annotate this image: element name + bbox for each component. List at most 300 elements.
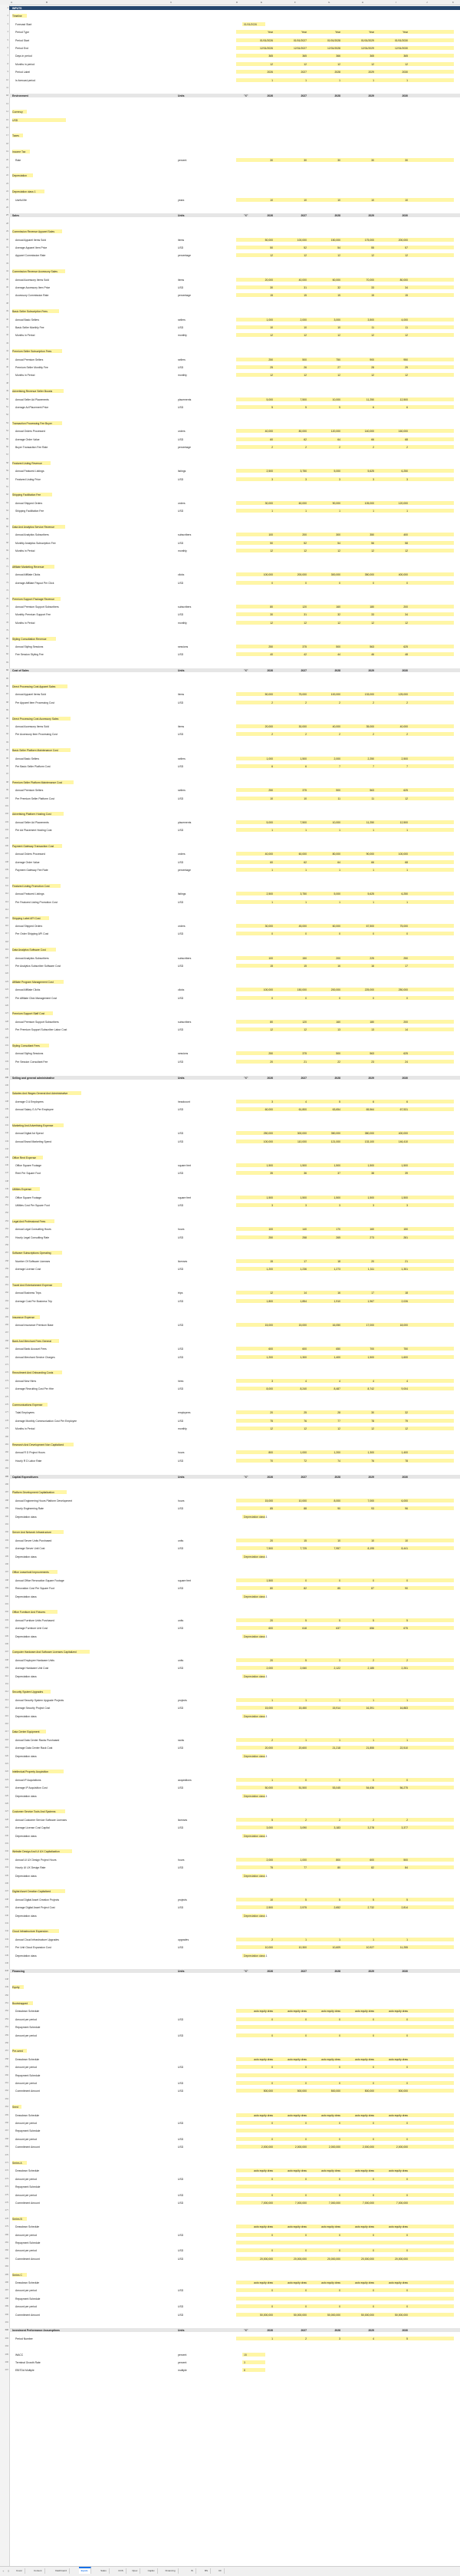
value-cell[interactable]: 75,000 (399, 925, 408, 928)
selector-cell[interactable]: 01/01/2026 (244, 22, 257, 26)
value-cell[interactable]: 21,218 (332, 1746, 340, 1750)
row-label[interactable]: Drawdown Schedule (15, 2113, 40, 2117)
value-cell[interactable]: 0 (271, 2066, 273, 2070)
value-cell[interactable]: 56 (371, 541, 374, 545)
units-cell[interactable]: USD (178, 996, 184, 1000)
value-cell[interactable]: 30,000 (264, 501, 273, 505)
row-number[interactable]: 258 (5, 2057, 8, 2060)
value-cell[interactable]: 0 (373, 2233, 374, 2237)
row-number[interactable]: 41 (6, 326, 8, 328)
value-cell[interactable]: 45,000 (298, 925, 307, 928)
row-number[interactable]: 253 (5, 2017, 8, 2020)
row-number[interactable]: 68 (6, 541, 8, 544)
value-cell[interactable]: 01/01/2029 (361, 38, 374, 42)
row-number[interactable]: 239 (5, 1906, 8, 1909)
value-cell[interactable]: 110,000 (297, 1140, 307, 1143)
units-cell[interactable]: units (178, 1658, 184, 1662)
value-cell[interactable]: 25 (304, 1411, 307, 1415)
row-number[interactable]: 102 (5, 813, 8, 816)
value-cell[interactable]: 22,510 (399, 1746, 408, 1750)
value-cell[interactable]: 01/01/2030 (395, 38, 408, 42)
value-cell[interactable]: 0 (373, 2289, 374, 2293)
units-cell[interactable]: percent (178, 2353, 187, 2357)
value-cell[interactable]: auto equity draw (254, 2169, 273, 2173)
value-cell[interactable]: 1 (271, 1778, 273, 1782)
units-cell[interactable]: USD (178, 2305, 184, 2309)
value-cell[interactable]: 60 (270, 437, 273, 441)
value-cell[interactable]: 2,500 (266, 470, 273, 473)
value-cell[interactable]: 10 (371, 1539, 374, 1542)
value-cell[interactable]: 3,278 (367, 1826, 374, 1830)
value-cell[interactable]: 12 (405, 549, 408, 553)
units-cell[interactable]: hours (178, 1499, 185, 1502)
value-cell[interactable]: 200,000 (398, 238, 408, 242)
value-cell[interactable]: 30,000 (298, 725, 307, 728)
value-cell[interactable]: 0 (406, 932, 408, 936)
value-cell[interactable]: 500,000 (263, 2089, 273, 2093)
row-number[interactable]: 283 (5, 2257, 8, 2260)
value-cell[interactable]: 30,000 (264, 925, 273, 928)
value-cell[interactable]: 14 (304, 1291, 307, 1295)
row-label[interactable]: Repayment Schedule (15, 2297, 41, 2301)
row-label[interactable]: Per Session Consultant Fee (15, 1060, 48, 1064)
value-cell[interactable]: 1 (373, 1738, 374, 1742)
row-label[interactable]: Annual Premium Sellers (15, 789, 44, 793)
row-label[interactable]: Rate (15, 158, 21, 162)
value-cell[interactable]: 01/01/2028 (327, 38, 340, 42)
units-cell[interactable]: square feet (178, 1196, 191, 1199)
value-cell[interactable]: 20 (270, 1618, 273, 1622)
value-cell[interactable]: 0 (305, 1778, 307, 1782)
row-number[interactable]: 276 (5, 2202, 8, 2204)
value-cell[interactable]: 12 (371, 621, 374, 625)
row-label[interactable]: Amount per period (15, 2249, 37, 2253)
value-cell[interactable]: 0 (305, 1578, 307, 1582)
row-label[interactable]: Per Order Shipping API Cost (15, 932, 49, 936)
value-cell[interactable]: 22 (337, 1060, 340, 1064)
row-label[interactable]: Data Analytics Software Cost (12, 948, 46, 952)
row-number[interactable]: 172 (5, 1371, 8, 1374)
row-label[interactable]: Office Furniture And Fixtures (12, 1611, 46, 1615)
column-letter[interactable]: A (11, 0, 13, 4)
row-label[interactable]: USD (12, 118, 18, 122)
value-cell[interactable]: 150,000 (297, 988, 307, 992)
value-cell[interactable]: 15 (270, 1259, 273, 1263)
value-cell[interactable]: 82 (371, 1866, 374, 1870)
value-cell[interactable]: 80 (270, 1587, 273, 1591)
value-cell[interactable]: 200,000 (330, 988, 340, 992)
value-cell[interactable]: 200 (403, 605, 408, 609)
selector-cell[interactable]: "X" (244, 94, 248, 98)
row-label[interactable]: Featured Listing Revenue (12, 461, 42, 465)
units-cell[interactable]: Units (178, 1475, 185, 1479)
value-cell[interactable]: 4 (305, 1379, 307, 1383)
row-number[interactable]: 66 (6, 526, 8, 528)
value-cell[interactable]: 7,000,000 (362, 2202, 374, 2205)
row-number[interactable]: 190 (5, 1515, 8, 1518)
row-number[interactable]: 215 (5, 1714, 8, 1717)
units-cell[interactable]: listings (178, 892, 186, 896)
value-cell[interactable]: 80,000 (332, 853, 340, 856)
column-letter[interactable]: G (328, 0, 330, 4)
row-number[interactable]: 152 (5, 1212, 8, 1215)
units-cell[interactable]: percentage (178, 294, 191, 298)
row-number[interactable]: 198 (5, 1578, 8, 1582)
value-cell[interactable]: 01/01/2027 (294, 38, 307, 42)
row-number[interactable]: 181 (5, 1443, 8, 1446)
row-number[interactable]: 53 (6, 421, 8, 424)
value-cell[interactable]: 375 (302, 789, 307, 793)
value-cell[interactable]: 21 (405, 1259, 408, 1263)
units-cell[interactable]: Units (178, 1076, 185, 1080)
units-cell[interactable]: USD (178, 613, 184, 617)
value-cell[interactable]: 48 (405, 653, 408, 657)
value-cell[interactable]: 2,000 (266, 1858, 273, 1862)
value-cell[interactable]: 2 (271, 1738, 273, 1742)
row-label[interactable]: Financing (12, 1970, 25, 1974)
row-number[interactable]: 67 (6, 533, 8, 536)
row-label[interactable]: EBITDA Multiple (15, 2369, 34, 2373)
row-number[interactable]: 142 (5, 1132, 8, 1135)
row-number[interactable]: 242 (5, 1930, 8, 1933)
value-cell[interactable]: 0 (373, 2177, 374, 2181)
row-label[interactable]: Annual Apparel Items Sold (15, 693, 46, 697)
row-label[interactable]: Per Premium Seller Platform Cost (15, 797, 54, 800)
row-number[interactable]: 277 (5, 2209, 8, 2212)
units-cell[interactable]: placements (178, 820, 192, 824)
selector-cell[interactable]: Depreciation class 1 (244, 1515, 268, 1519)
row-number[interactable]: 90 (6, 717, 8, 720)
row-label[interactable]: Per Apparel Item Processing Cost (15, 701, 54, 704)
units-cell[interactable]: monthly (178, 334, 187, 338)
units-cell[interactable]: USD (178, 510, 184, 513)
value-cell[interactable]: 2027 (301, 2329, 307, 2333)
value-cell[interactable]: 40,000 (264, 853, 273, 856)
value-cell[interactable]: 1,500 (367, 1164, 374, 1167)
value-cell[interactable]: 2026 (267, 1475, 273, 1479)
value-cell[interactable]: 1 (406, 869, 408, 872)
value-cell[interactable]: 0 (339, 2289, 340, 2293)
row-label[interactable]: Direct Processing Cost Accessory Sales (12, 717, 59, 721)
row-label[interactable]: Forecast Start (15, 22, 32, 26)
value-cell[interactable]: 2026 (267, 94, 273, 98)
row-number[interactable]: 177 (5, 1411, 8, 1414)
row-label[interactable]: Depreciation (12, 174, 28, 178)
value-cell[interactable]: 0 (305, 2122, 307, 2125)
value-cell[interactable]: 10 (337, 326, 340, 329)
row-number[interactable]: 194 (5, 1547, 8, 1550)
value-cell[interactable]: 675 (403, 1627, 408, 1631)
value-cell[interactable]: 0 (406, 2033, 408, 2037)
row-label[interactable]: Annual Premium Support Subscribers (15, 605, 59, 609)
value-cell[interactable]: 12 (270, 334, 273, 338)
value-cell[interactable]: auto equity draw (355, 2169, 374, 2173)
units-cell[interactable]: items (178, 278, 185, 282)
row-number[interactable]: 133 (5, 1060, 8, 1063)
row-label[interactable]: Affiliate Marketing Revenue (12, 566, 44, 569)
value-cell[interactable]: 70 (270, 1459, 273, 1463)
units-cell[interactable]: units (178, 1539, 184, 1542)
value-cell[interactable]: 90 (405, 1587, 408, 1591)
value-cell[interactable]: 6 (373, 1100, 374, 1103)
row-label[interactable]: Commitment Amount (15, 2202, 40, 2205)
row-label[interactable]: Amount per period (15, 2177, 37, 2181)
value-cell[interactable]: 75,000 (298, 693, 307, 697)
value-cell[interactable]: 1 (373, 900, 374, 904)
value-cell[interactable]: 1,500 (334, 1164, 340, 1167)
row-number[interactable]: 16 (6, 127, 8, 129)
units-cell[interactable]: units (178, 1618, 184, 1622)
value-cell[interactable]: 15 (371, 294, 374, 298)
value-cell[interactable]: 44 (337, 653, 340, 657)
value-cell[interactable]: 17,000 (366, 1324, 374, 1327)
value-cell[interactable]: auto equity draw (254, 2057, 273, 2061)
row-number[interactable]: 58 (6, 461, 8, 464)
value-cell[interactable]: 6 (305, 765, 307, 768)
value-cell[interactable]: 7,000,000 (328, 2202, 340, 2205)
row-label[interactable]: Annual Furniture Units Purchased (15, 1618, 54, 1622)
value-cell[interactable]: 2,185 (367, 1667, 374, 1671)
value-cell[interactable]: 7,500 (266, 1547, 273, 1551)
row-label[interactable]: Direct Processing Cost Apparel Sales (12, 685, 56, 688)
value-cell[interactable]: auto equity draw (288, 2010, 307, 2014)
units-cell[interactable]: percentage (178, 254, 191, 258)
value-cell[interactable]: 500,000 (297, 2089, 307, 2093)
value-cell[interactable]: 4 (373, 2337, 374, 2340)
row-label[interactable]: Bootstrapped (12, 2002, 28, 2005)
row-label[interactable]: Months in Period (15, 549, 35, 553)
value-cell[interactable]: 30 (371, 1411, 374, 1415)
row-label[interactable]: Amount per period (15, 2289, 37, 2293)
row-number[interactable]: 273 (5, 2177, 8, 2180)
row-label[interactable]: Annual Basic Sellers (15, 318, 40, 322)
units-cell[interactable]: USD (178, 765, 184, 768)
row-number[interactable]: 55 (6, 437, 8, 440)
column-letter[interactable]: H (362, 0, 364, 4)
value-cell[interactable]: 13 (371, 1028, 374, 1032)
value-cell[interactable]: 2026 (267, 71, 273, 74)
row-number[interactable]: 144 (5, 1148, 8, 1151)
value-cell[interactable]: 70,000 (366, 278, 374, 282)
row-number[interactable]: 107 (5, 853, 8, 856)
row-label[interactable]: Annual Office Renovation Square Footage (15, 1578, 64, 1582)
value-cell[interactable]: 10,927 (366, 1946, 374, 1950)
sheet-tab-capex[interactable]: CapEx (146, 2568, 158, 2574)
value-cell[interactable]: 0 (271, 2082, 273, 2085)
row-number[interactable]: 247 (5, 1970, 8, 1973)
value-cell[interactable]: 10,000 (332, 820, 340, 824)
value-cell[interactable]: 15 (270, 965, 273, 968)
value-cell[interactable]: 400,000 (398, 573, 408, 577)
row-number[interactable]: 127 (5, 1012, 8, 1015)
row-number[interactable]: 196 (5, 1563, 8, 1565)
value-cell[interactable]: 31 (304, 613, 307, 617)
row-number[interactable]: 289 (5, 2305, 8, 2308)
value-cell[interactable]: 20,000,000 (361, 2257, 374, 2261)
value-cell[interactable]: 0 (406, 996, 408, 1000)
row-label[interactable]: Fee Session Styling Fee (15, 653, 44, 657)
value-cell[interactable]: 7,000,000 (396, 2202, 408, 2205)
row-number[interactable]: 9 (7, 71, 8, 74)
row-number[interactable]: 96 (6, 765, 8, 767)
value-cell[interactable]: 500,000 (364, 2089, 374, 2093)
value-cell[interactable]: 900 (370, 358, 374, 361)
row-number[interactable]: 81 (6, 645, 8, 648)
row-number[interactable]: 281 (5, 2241, 8, 2244)
row-number[interactable]: 89 (6, 709, 8, 712)
column-letter[interactable]: B (46, 0, 48, 4)
row-label[interactable]: Shipping Facilitation Fee (15, 510, 44, 513)
row-number[interactable]: 186 (5, 1483, 8, 1486)
row-label[interactable]: Annual Security System Upgrade Projects (15, 1698, 64, 1702)
value-cell[interactable]: 15,000 (264, 1707, 273, 1710)
row-number[interactable]: 192 (5, 1531, 8, 1534)
row-number[interactable]: 179 (5, 1427, 8, 1430)
row-number[interactable]: 246 (5, 1962, 8, 1964)
value-cell[interactable]: 60,000 (332, 925, 340, 928)
value-cell[interactable]: 3,000 (266, 1826, 273, 1830)
value-cell[interactable]: 1 (339, 900, 340, 904)
units-cell[interactable]: subscribers (178, 956, 192, 960)
value-cell[interactable]: 2 (305, 701, 307, 704)
row-label[interactable]: Annual Analytics Subscribers (15, 956, 49, 960)
units-cell[interactable]: projects (178, 1898, 187, 1901)
row-label[interactable]: Per Unit Cloud Expansion Cost (15, 1946, 51, 1950)
value-cell[interactable]: 20 (270, 1060, 273, 1064)
row-label[interactable]: Amount per period (15, 2122, 37, 2125)
row-number[interactable]: 54 (6, 430, 8, 433)
row-number[interactable]: 169 (5, 1347, 8, 1351)
row-label[interactable]: Number Of Software Licenses (15, 1259, 51, 1263)
row-label[interactable]: Timeline (12, 15, 22, 18)
units-cell[interactable]: USD (178, 2233, 184, 2237)
value-cell[interactable]: 600 (370, 1858, 374, 1862)
row-label[interactable]: Average Furniture Unit Cost (15, 1627, 48, 1631)
row-label[interactable]: Average Affiliate Payout Per Click (15, 581, 54, 585)
value-cell[interactable]: auto equity draw (355, 2225, 374, 2229)
row-label[interactable]: Is forecast period (15, 78, 36, 82)
units-cell[interactable]: hours (178, 1858, 185, 1862)
value-cell[interactable]: 12 (371, 549, 374, 553)
units-cell[interactable]: USD (178, 653, 184, 657)
value-cell[interactable]: 1,500 (266, 1164, 273, 1167)
value-cell[interactable]: 1,600 (401, 1355, 408, 1359)
value-cell[interactable]: 2028 (334, 669, 340, 673)
value-cell[interactable]: 12 (304, 62, 307, 66)
value-cell[interactable]: 4,000 (401, 318, 408, 322)
row-label[interactable]: Premium Support Staff Cost (12, 1012, 45, 1016)
value-cell[interactable]: 2,000,000 (362, 2146, 374, 2149)
units-cell[interactable]: USD (178, 2313, 184, 2317)
row-number[interactable]: 275 (5, 2193, 8, 2196)
units-cell[interactable]: upgrades (178, 1938, 189, 1941)
value-cell[interactable]: 30 (337, 158, 340, 162)
value-cell[interactable]: 5 (339, 406, 340, 409)
row-label[interactable]: Average Ad Placement Price (15, 406, 49, 409)
value-cell[interactable]: 250 (268, 645, 273, 648)
value-cell[interactable]: 265 (336, 1235, 340, 1239)
value-cell[interactable]: 7,000,000 (294, 2202, 307, 2205)
value-cell[interactable]: 3 (406, 477, 408, 481)
value-cell[interactable]: 7 (373, 765, 374, 768)
selector-cell[interactable]: 3 (244, 2361, 245, 2364)
row-number[interactable]: 101 (5, 805, 8, 807)
value-cell[interactable]: 12 (371, 334, 374, 338)
units-cell[interactable]: USD (178, 2289, 184, 2293)
value-cell[interactable]: 1 (406, 78, 408, 82)
value-cell[interactable]: 12 (405, 254, 408, 258)
selector-cell[interactable]: Depreciation class 1 (244, 1754, 268, 1758)
value-cell[interactable]: 1,400 (334, 1355, 340, 1359)
value-cell[interactable]: 0 (406, 2233, 408, 2237)
units-cell[interactable]: hours (178, 1228, 185, 1232)
value-cell[interactable]: 10 (304, 797, 307, 800)
row-number[interactable]: 245 (5, 1954, 8, 1957)
row-label[interactable]: Annual Featured Listings (15, 892, 44, 896)
row-number[interactable]: 120 (5, 956, 8, 959)
row-number[interactable]: 98 (6, 780, 8, 783)
value-cell[interactable]: 0 (339, 1578, 340, 1582)
value-cell[interactable]: 2,000,000 (396, 2146, 408, 2149)
value-cell[interactable]: 175,000 (364, 238, 374, 242)
row-number[interactable]: 263 (5, 2097, 8, 2100)
value-cell[interactable]: 1,000 (266, 318, 273, 322)
value-cell[interactable]: 150 (302, 956, 307, 960)
value-cell[interactable]: 500 (336, 1052, 340, 1056)
row-label[interactable]: Average Hardware Unit Cost (15, 1667, 49, 1671)
value-cell[interactable]: 77 (304, 1866, 307, 1870)
value-cell[interactable]: 200,000 (297, 573, 307, 577)
row-number[interactable]: 164 (5, 1308, 8, 1311)
value-cell[interactable]: 80 (270, 1020, 273, 1024)
row-label[interactable]: Annual Insurance Premium Base (15, 1324, 54, 1327)
value-cell[interactable]: 2029 (368, 669, 374, 673)
units-cell[interactable]: USD (178, 2137, 184, 2141)
row-label[interactable]: Average Accessory Item Price (15, 286, 51, 289)
value-cell[interactable]: 11 (371, 326, 374, 329)
row-number[interactable]: 146 (5, 1164, 8, 1166)
value-cell[interactable]: 8,000 (334, 1499, 340, 1502)
value-cell[interactable]: 100 (268, 1228, 273, 1232)
row-number[interactable]: 125 (5, 996, 8, 999)
value-cell[interactable]: 1,311 (367, 1268, 374, 1272)
value-cell[interactable]: 10 (304, 198, 307, 202)
value-cell[interactable]: 0 (339, 2033, 340, 2037)
value-cell[interactable]: 2 (373, 1658, 374, 1662)
row-label[interactable]: Drawdown Schedule (15, 2010, 40, 2014)
units-cell[interactable]: monthly (178, 621, 187, 625)
row-number[interactable]: 274 (5, 2185, 8, 2188)
row-number[interactable]: 174 (5, 1387, 8, 1390)
value-cell[interactable]: auto equity draw (389, 2225, 408, 2229)
row-label[interactable]: Buyer Transaction Fee Rate (15, 446, 48, 449)
value-cell[interactable]: 68 (405, 860, 408, 864)
row-label[interactable]: INPUTS (12, 7, 22, 10)
value-cell[interactable]: 133,100 (364, 1140, 374, 1143)
units-cell[interactable]: USD (178, 1204, 184, 1207)
value-cell[interactable]: 12 (337, 549, 340, 553)
row-number[interactable]: 83 (6, 661, 8, 664)
value-cell[interactable]: 365 (370, 54, 374, 58)
row-number[interactable]: 69 (6, 549, 8, 552)
row-number[interactable]: 225 (5, 1794, 8, 1797)
row-label[interactable]: Equity (12, 1986, 20, 1990)
value-cell[interactable]: 1,500 (367, 1355, 374, 1359)
value-cell[interactable]: 3 (406, 1204, 408, 1207)
value-cell[interactable]: auto equity draw (254, 2113, 273, 2117)
row-number[interactable]: 4 (7, 31, 8, 34)
value-cell[interactable]: 160 (336, 1020, 340, 1024)
